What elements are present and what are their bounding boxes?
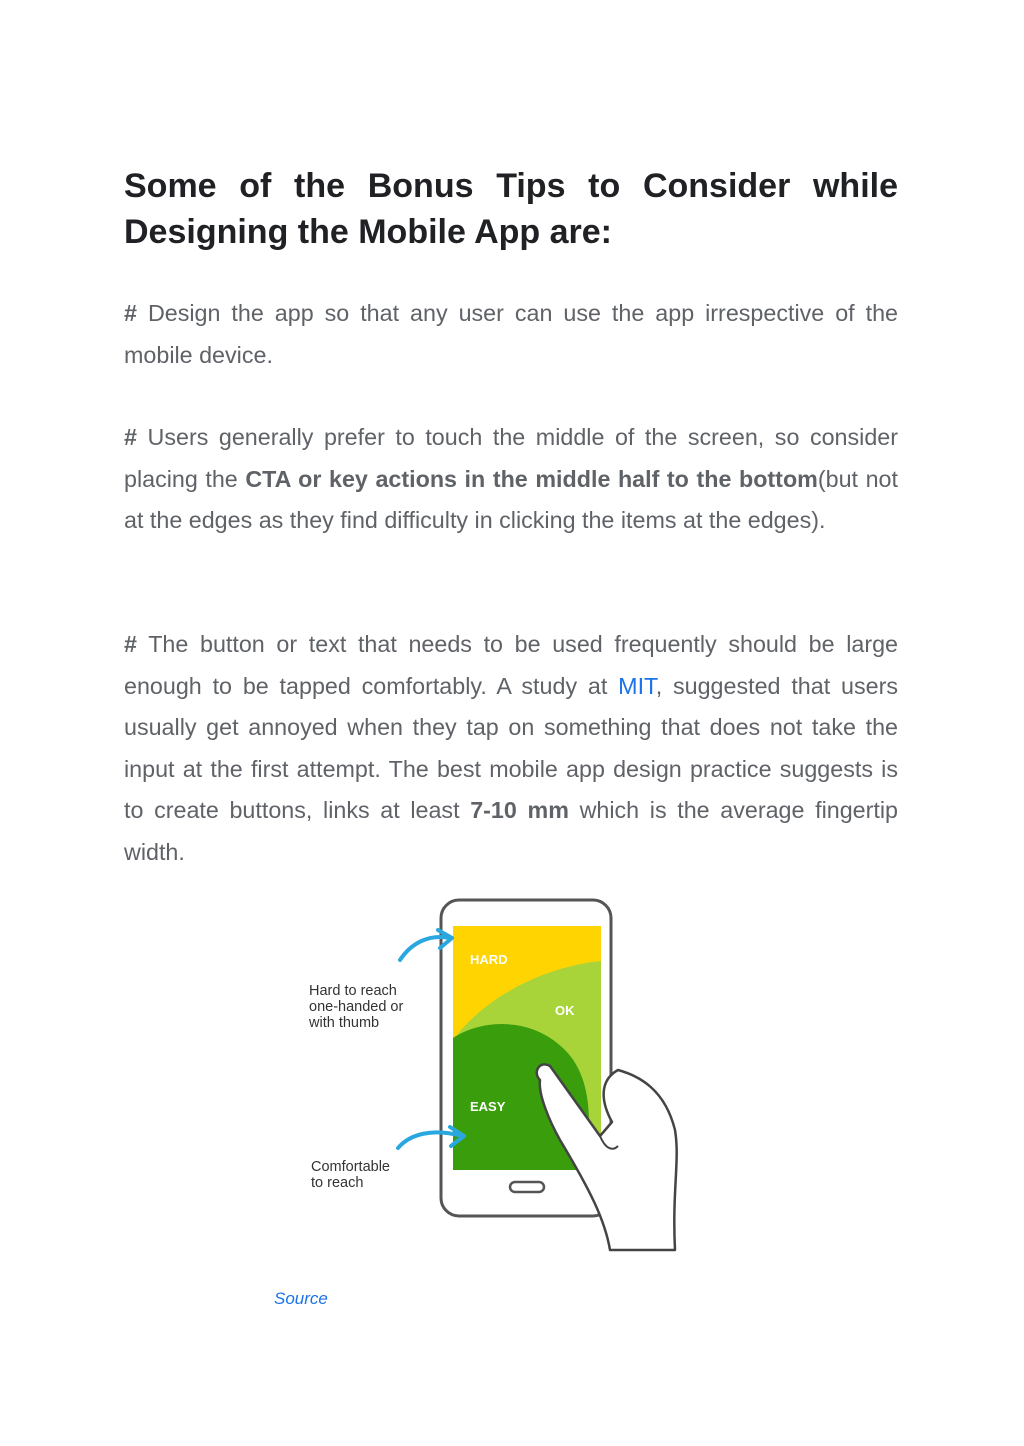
mit-link[interactable]: MIT bbox=[618, 672, 656, 699]
callout-easy: Comfortable to reach bbox=[311, 1159, 390, 1191]
tip-3 bbox=[124, 624, 898, 873]
tip-text: which is the average fingertip width. bbox=[124, 797, 899, 865]
label-ok: OK bbox=[555, 1003, 575, 1018]
tip-text: Users generally prefer to touch the middle of the screen, so consider placing the bbox=[124, 424, 898, 492]
tip-bold-text: CTA or key actions in the middle half to the bottom bbox=[245, 465, 818, 492]
label-hard: HARD bbox=[470, 952, 508, 967]
source-link[interactable]: Source bbox=[274, 1289, 328, 1308]
tip-hash: # bbox=[124, 631, 137, 657]
label-easy: EASY bbox=[470, 1099, 506, 1114]
tip-2 bbox=[124, 417, 898, 542]
tip-text: , suggested that users usually get annoyed when they tap on something that does not take the input at the first attempt. The best mobile app design practice suggests is to create buttons, links at least bbox=[124, 672, 898, 823]
thumb-zone-illustration bbox=[300, 890, 690, 1260]
tip-text: (but not at the edges as they find difficulty in clicking the items at the edges). bbox=[124, 465, 898, 533]
tip-bold-text: 7-10 mm bbox=[470, 797, 569, 823]
thumb-zone-svg bbox=[300, 890, 690, 1260]
tip-1 bbox=[124, 293, 898, 376]
tip-hash: # bbox=[124, 300, 137, 326]
tip-text: Design the app so that any user can use the app irrespective of the mobile device. bbox=[124, 300, 898, 368]
tip-text: The button or text that needs to be used frequently should be large enough to be tapped comfortably. A study at bbox=[124, 631, 898, 699]
callout-hard: Hard to reach one-handed or with thumb bbox=[309, 983, 404, 1031]
tip-hash: # bbox=[124, 424, 137, 450]
section-heading: Some of the Bonus Tips to Consider while Designing the Mobile App are: bbox=[124, 167, 898, 251]
